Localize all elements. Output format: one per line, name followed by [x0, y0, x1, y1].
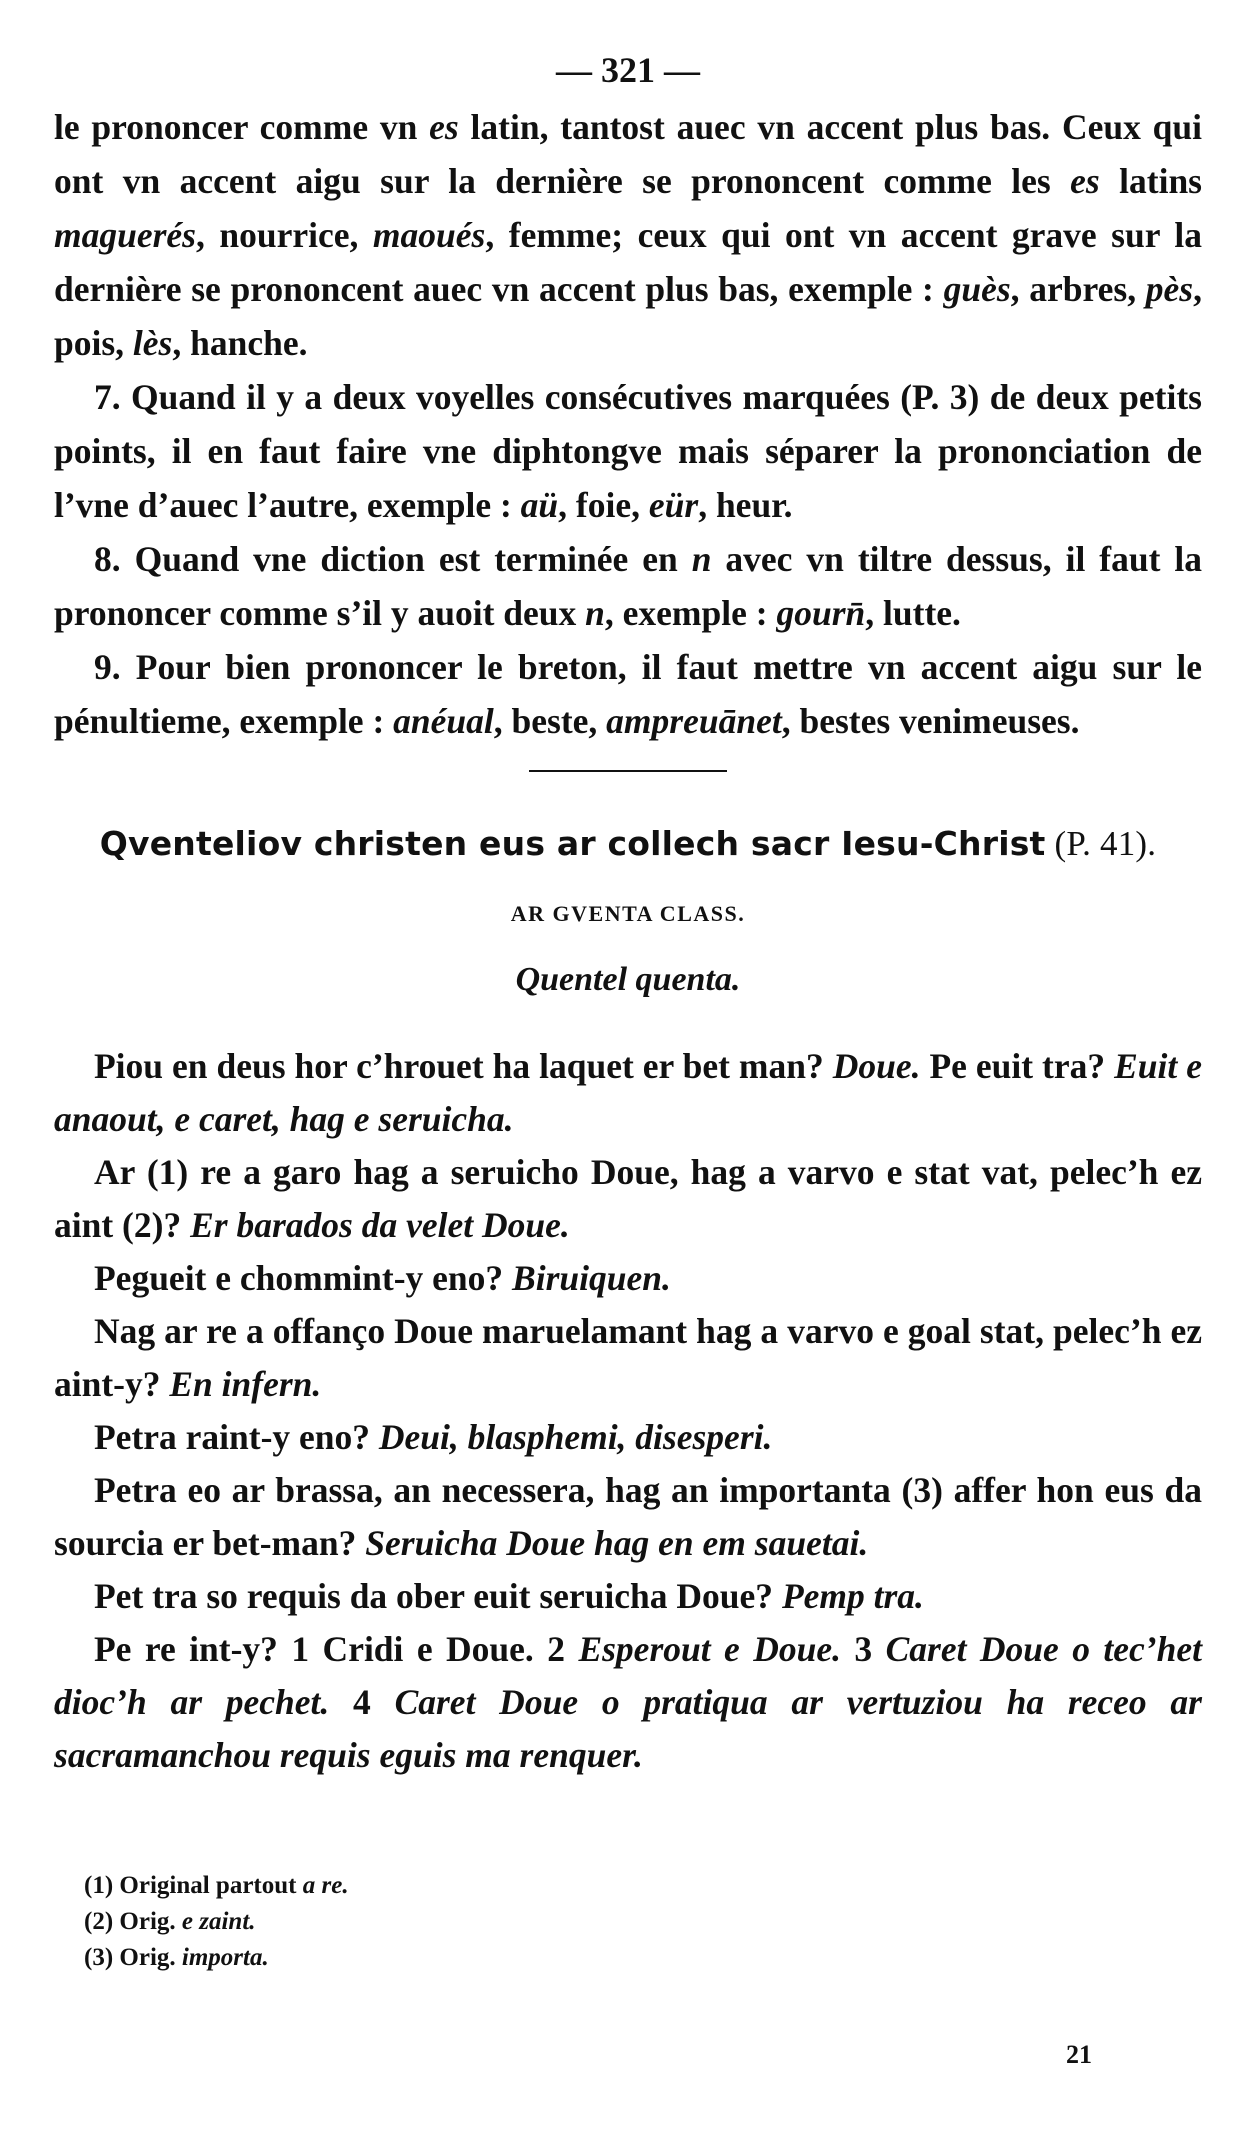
footnote-text: (2) Orig.	[84, 1908, 182, 1935]
text-run: 7. Quand il y a deux voyelles consécutives marquées (P. 3) de deux petits points, il en faut faire vne diphtongve mais séparer la prononciation de l’vne d’auec l’autre, exemple :	[54, 377, 1202, 525]
document-page	[54, 40, 1202, 1976]
question-8	[54, 1623, 1202, 1782]
section-title-main: Qventeliov christen eus ar collech sacr Iesu-Christ	[99, 824, 1046, 863]
italic-term: es	[1070, 161, 1100, 201]
section-title-reference: (P. 41).	[1045, 824, 1157, 863]
footnote-3	[84, 1940, 1202, 1976]
text-run: latin, tantost auec vn accent plus bas. Ceux qui ont vn accent aigu sur la dernière se prononcent comme les	[54, 107, 1202, 201]
rule-6-continuation	[54, 100, 1202, 370]
italic-term: lès	[132, 323, 173, 363]
text-run: , arbres,	[1010, 269, 1146, 309]
question-7	[54, 1570, 1202, 1623]
footnotes	[84, 1868, 1202, 1976]
answer-text: Esperout e Doue.	[578, 1629, 841, 1669]
question-text: 4	[329, 1682, 395, 1722]
question-2	[54, 1146, 1202, 1252]
text-run: , nourrice,	[196, 215, 373, 255]
italic-term: n	[691, 539, 712, 579]
pronunciation-rules	[54, 100, 1202, 748]
answer-text: Doue.	[832, 1046, 921, 1086]
question-6	[54, 1464, 1202, 1570]
text-run: , pois,	[54, 269, 1202, 363]
text-run: 8. Quand vne diction est terminée en	[94, 539, 692, 579]
signature-mark: 21	[1066, 2040, 1092, 2069]
italic-term: gourn̄	[776, 593, 866, 633]
footnote-italic: e zaint.	[181, 1908, 256, 1935]
question-1	[54, 1040, 1202, 1146]
question-text: Pegueit e chommint-y eno?	[94, 1258, 513, 1298]
text-run: , exemple :	[604, 593, 777, 633]
answer-text: Caret Doue o tec’het dioc’h ar pechet.	[54, 1629, 1202, 1722]
class-heading: AR GVENTA CLASS.	[510, 901, 746, 926]
italic-term: es	[429, 107, 459, 147]
rule-9	[54, 640, 1202, 748]
answer-text: En infern.	[169, 1364, 322, 1404]
italic-term: aü	[520, 485, 559, 525]
text-run: , heur.	[698, 485, 793, 525]
italic-term: guès	[943, 269, 1011, 309]
italic-term: anéual	[393, 701, 494, 741]
answer-text: Deui, blasphemi, disesperi.	[378, 1417, 773, 1457]
text-run: , beste,	[493, 701, 607, 741]
italic-term: eür	[648, 485, 699, 525]
page-number: — 321 —	[556, 50, 700, 90]
italic-term: pès	[1145, 269, 1194, 309]
question-text: Pe euit tra?	[920, 1046, 1115, 1086]
text-run: , femme; ceux qui ont vn accent grave sur la dernière se prononcent auec vn accent plus bas, exemple :	[54, 215, 1202, 309]
rule-8	[54, 532, 1202, 640]
answer-text: Pemp tra.	[781, 1576, 924, 1616]
italic-term: maoués	[372, 215, 486, 255]
answer-text: Er barados da velet Doue.	[190, 1205, 570, 1245]
footnote-2	[84, 1904, 1202, 1940]
footnote-italic: importa.	[181, 1944, 269, 1971]
text-run: , foie,	[558, 485, 649, 525]
footnote-text: (3) Orig.	[84, 1944, 182, 1971]
text-run: latins	[1099, 161, 1203, 201]
section-title	[54, 816, 1202, 872]
question-text: Pet tra so requis da ober euit seruicha Doue?	[94, 1576, 782, 1616]
question-text: Petra raint-y eno?	[94, 1417, 379, 1457]
question-text: Petra eo ar brassa, an necessera, hag an importanta (3) affer hon eus da sourcia er bet-man?	[54, 1470, 1202, 1563]
footnote-italic: a re.	[302, 1872, 349, 1899]
lesson-heading: Quentel quenta.	[515, 961, 741, 998]
rule-7	[54, 370, 1202, 532]
question-text: Ar (1) re a garo hag a seruicho Doue, hag a varvo e stat vat, pelec’h ez aint (2)?	[54, 1152, 1202, 1245]
text-run: le prononcer comme vn	[54, 107, 430, 147]
question-text: Piou en deus hor c’hrouet ha laquet er bet man?	[94, 1046, 833, 1086]
footnote-1	[84, 1868, 1202, 1904]
question-4	[54, 1305, 1202, 1411]
footnote-text: (1) Original partout	[84, 1872, 303, 1899]
answer-text: Caret Doue o pratiqua ar vertuziou ha receo ar sacramanchou requis eguis ma renquer.	[54, 1682, 1202, 1775]
text-run: avec vn tiltre dessus, il faut la prononcer comme s’il y auoit deux	[54, 539, 1202, 633]
question-text: Nag ar re a offanço Doue maruelamant hag a varvo e goal stat, pelec’h ez aint-y?	[54, 1311, 1202, 1404]
italic-term: ampreuānet	[606, 701, 782, 741]
text-run: , bestes venimeuses.	[781, 701, 1080, 741]
question-text: 3	[841, 1629, 886, 1669]
question-text: Pe re int-y? 1 Cridi e Doue. 2	[94, 1629, 579, 1669]
text-run: , lutte.	[865, 593, 961, 633]
question-3	[54, 1252, 1202, 1305]
text-run: 9. Pour bien prononcer le breton, il faut mettre vn accent aigu sur le pénultieme, exemple :	[54, 647, 1202, 741]
answer-text: Euit e anaout, e caret, hag e seruicha.	[54, 1046, 1202, 1139]
question-5	[54, 1411, 1202, 1464]
answer-text: Seruicha Doue hag en em sauetai.	[365, 1523, 869, 1563]
italic-term: maguerés	[54, 215, 196, 255]
answer-text: Biruiquen.	[512, 1258, 671, 1298]
section-divider	[529, 770, 727, 772]
italic-term: n	[585, 593, 605, 633]
text-run: , hanche.	[172, 323, 308, 363]
catechism-questions	[54, 1040, 1202, 1782]
